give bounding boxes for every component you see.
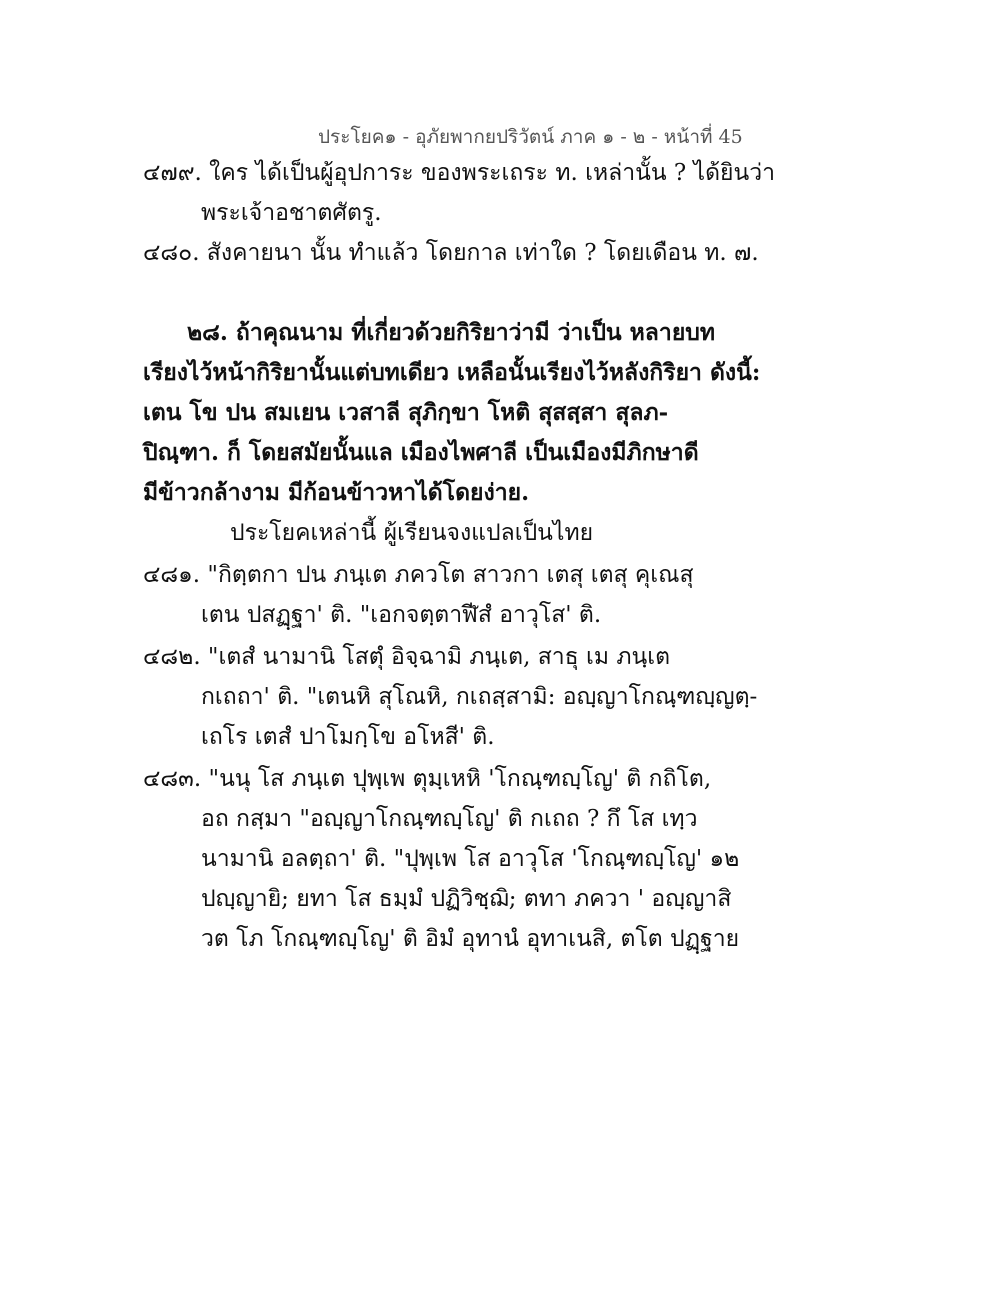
exercise-482-line-2: กเถถา' ติ. "เตนหิ สุโณหิ, กเถสฺสามิ: อญฺญาโกณฺฑญฺญตฺ-	[201, 684, 758, 710]
exercise-483-line-2: อถ กสฺมา "อญฺญาโกณฺฑญฺโญ' ติ กเถถ ? กึ โส เทฺว	[201, 806, 698, 832]
item-479-line-2: พระเจ้าอชาตศัตรู.	[201, 200, 382, 226]
exercise-483-line-3: นามานิ อลตฺถา' ติ. "ปุพฺเพ โส อาวุโส 'โกณฺฑญฺโญ' ๑๒	[201, 846, 740, 872]
exercise-482-line-3: เถโร เตสํ ปาโมกฺโข อโหสี' ติ.	[201, 724, 495, 750]
exercise-482-line-1: ๔๘๒. "เตสํ นามานิ โสตุํ อิจฺฉามิ ภนฺเต, สาธุ เม ภนฺเต	[143, 644, 671, 670]
exercise-481-line-2: เตน ปสฏฺฐา' ติ. "เอกจตฺตาฬีสํ อาวุโส' ติ.	[201, 602, 602, 628]
rule-28-line-3: เตน โข ปน สมเยน เวสาลี สุภิกฺขา โหติ สุสสฺสา สุลภ-	[143, 399, 669, 426]
instruction-line: ประโยคเหล่านี้ ผู้เรียนจงแปลเป็นไทย	[230, 520, 594, 546]
item-480-line-1: ๔๘๐. สังคายนา นั้น ทำแล้ว โดยกาล เท่าใด ? โดยเดือน ท. ๗.	[143, 240, 759, 266]
rule-28-line-5: มีข้าวกล้างาม มีก้อนข้าวหาได้โดยง่าย.	[143, 479, 530, 506]
exercise-481-line-1: ๔๘๑. "กิตฺตกา ปน ภนฺเต ภควโต สาวกา เตสุ เตสุ คุเณสุ	[143, 562, 694, 588]
exercise-483-line-1: ๔๘๓. "นนุ โส ภนฺเต ปุพฺเพ ตุมฺเหหิ 'โกณฺฑญฺโญ' ติ กถิโต,	[143, 766, 712, 792]
rule-28-line-2: เรียงไว้หน้ากิริยานั้นแต่บทเดียว เหลือนั้นเรียงไว้หลังกิริยา ดังนี้:	[143, 359, 761, 386]
item-479-line-1: ๔๗๙. ใคร ได้เป็นผู้อุปการะ ของพระเถระ ท. เหล่านั้น ? ได้ยินว่า	[143, 160, 776, 186]
page-header: ประโยค๑ - อุภัยพากยปริวัตน์ ภาค ๑ - ๒ - หน้าที่ 45	[318, 126, 743, 148]
exercise-483-line-5: วต โภ โกณฺฑญฺโญ' ติ อิมํ อุทานํ อุทาเนสิ, ตโต ปฏฺฐาย	[201, 926, 740, 952]
rule-28-line-4: ปิณฺฑา. ก็ โดยสมัยนั้นแล เมืองไพศาลี เป็นเมืองมีภิกษาดี	[143, 439, 699, 466]
exercise-483-line-4: ปญฺญายิ; ยทา โส ธมฺมํ ปฏิวิชฺฌิ; ตทา ภควา ' อญฺญาสิ	[201, 886, 732, 912]
rule-28-line-1: ๒๘. ถ้าคุณนาม ที่เกี่ยวด้วยกิริยาว่ามี ว่าเป็น หลายบท	[187, 319, 716, 346]
